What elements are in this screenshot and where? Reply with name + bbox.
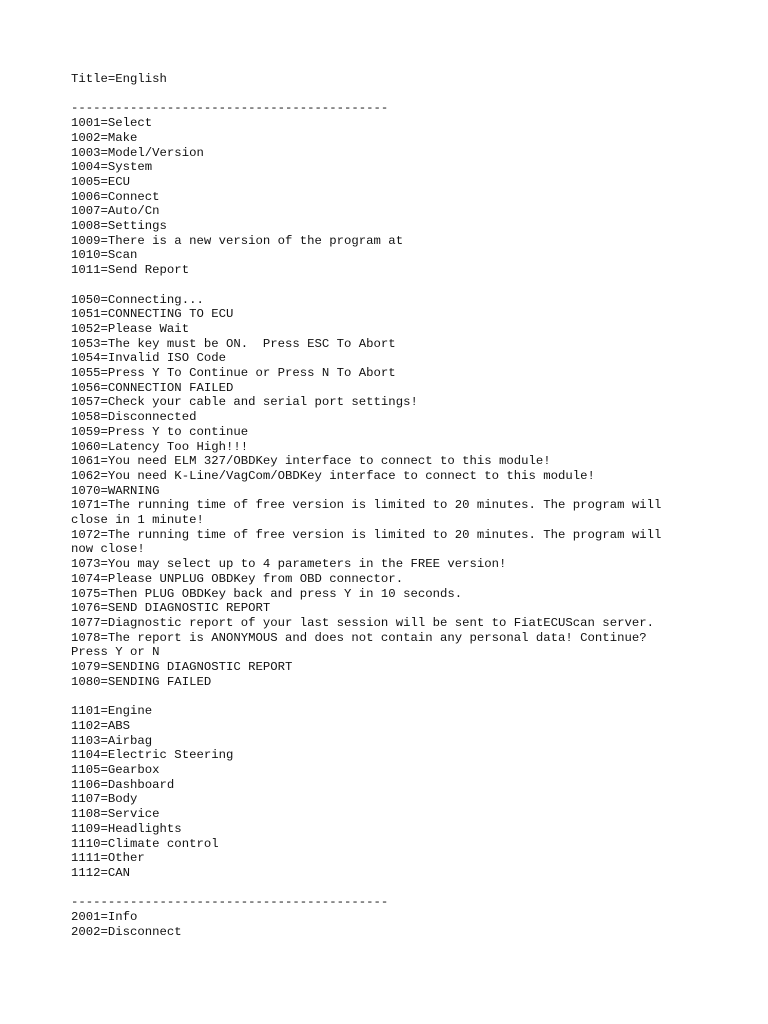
text-line: 1005=ECU	[71, 174, 131, 189]
text-line: 1010=Scan	[71, 248, 138, 263]
separator-line: -------------------------------------------	[71, 101, 389, 116]
text-line: 1107=Body	[71, 792, 138, 807]
text-line: 1059=Press Y to continue	[71, 424, 249, 439]
text-line: 1080=SENDING FAILED	[71, 674, 212, 689]
text-line: 1054=Invalid ISO Code	[71, 351, 226, 366]
text-line: 1075=Then PLUG OBDKey back and press Y in 10 seconds.	[71, 586, 463, 601]
text-line: 1070=WARNING	[71, 483, 160, 498]
text-line: 2001=Info	[71, 910, 138, 925]
text-line: 1109=Headlights	[71, 821, 182, 836]
text-line: 1050=Connecting...	[71, 292, 204, 307]
text-line: 1006=Connect	[71, 189, 160, 204]
blank-line	[71, 881, 711, 896]
text-line: Title=English	[71, 72, 167, 86]
document-page	[71, 72, 711, 939]
text-line: 1071=The running time of free version is limited to 20 minutes. The program will	[71, 498, 662, 513]
text-line: 1073=You may select up to 4 parameters in the FREE version!	[71, 557, 507, 572]
text-line: 1052=Please Wait	[71, 321, 190, 336]
blank-line	[71, 278, 711, 293]
text-line: 1102=ABS	[71, 718, 131, 733]
text-line: 2002=Disconnect	[71, 924, 182, 939]
text-line: 1055=Press Y To Continue or Press N To Abort	[71, 366, 396, 381]
separator-line: -------------------------------------------	[71, 895, 389, 910]
blank-line	[71, 87, 711, 102]
text-line: 1056=CONNECTION FAILED	[71, 380, 234, 395]
text-line: 1108=Service	[71, 807, 160, 822]
text-line: 1007=Auto/Cn	[71, 204, 160, 219]
text-line: 1060=Latency Too High!!!	[71, 439, 249, 454]
text-line: 1112=CAN	[71, 865, 131, 880]
text-line: 1003=Model/Version	[71, 145, 204, 160]
text-line: 1104=Electric Steering	[71, 748, 234, 763]
text-line: 1103=Airbag	[71, 733, 153, 748]
text-line: 1057=Check your cable and serial port settings!	[71, 395, 418, 410]
text-line: 1078=The report is ANONYMOUS and does not contain any personal data! Continue?	[71, 630, 647, 645]
text-line: Press Y or N	[71, 645, 160, 660]
text-line: 1004=System	[71, 160, 153, 175]
text-line: 1061=You need ELM 327/OBDKey interface to connect to this module!	[71, 454, 551, 469]
text-line: 1111=Other	[71, 851, 145, 866]
text-line: 1051=CONNECTING TO ECU	[71, 307, 234, 322]
text-line: 1062=You need K-Line/VagCom/OBDKey interface to connect to this module!	[71, 468, 595, 483]
text-line: 1101=Engine	[71, 704, 153, 719]
text-line: 1077=Diagnostic report of your last session will be sent to FiatECUScan server.	[71, 615, 654, 630]
text-line: 1008=Settings	[71, 219, 167, 234]
text-line: 1001=Select	[71, 116, 153, 131]
text-line: 1072=The running time of free version is limited to 20 minutes. The program will	[71, 527, 662, 542]
text-line: 1058=Disconnected	[71, 410, 197, 425]
text-line: 1011=Send Report	[71, 263, 190, 278]
text-line: close in 1 minute!	[71, 513, 204, 528]
text-line: 1110=Climate control	[71, 836, 219, 851]
text-line: 1053=The key must be ON. Press ESC To Abort	[71, 336, 396, 351]
text-line: now close!	[71, 542, 145, 557]
text-line: 1105=Gearbox	[71, 763, 160, 777]
text-line: 1002=Make	[71, 130, 138, 145]
blank-line	[71, 690, 711, 705]
text-line: 1074=Please UNPLUG OBDKey from OBD connector.	[71, 571, 404, 586]
text-line: 1106=Dashboard	[71, 777, 175, 792]
text-line: 1079=SENDING DIAGNOSTIC REPORT	[71, 660, 293, 675]
text-line: 1076=SEND DIAGNOSTIC REPORT	[71, 601, 271, 616]
text-line: 1009=There is a new version of the program at	[71, 233, 404, 248]
